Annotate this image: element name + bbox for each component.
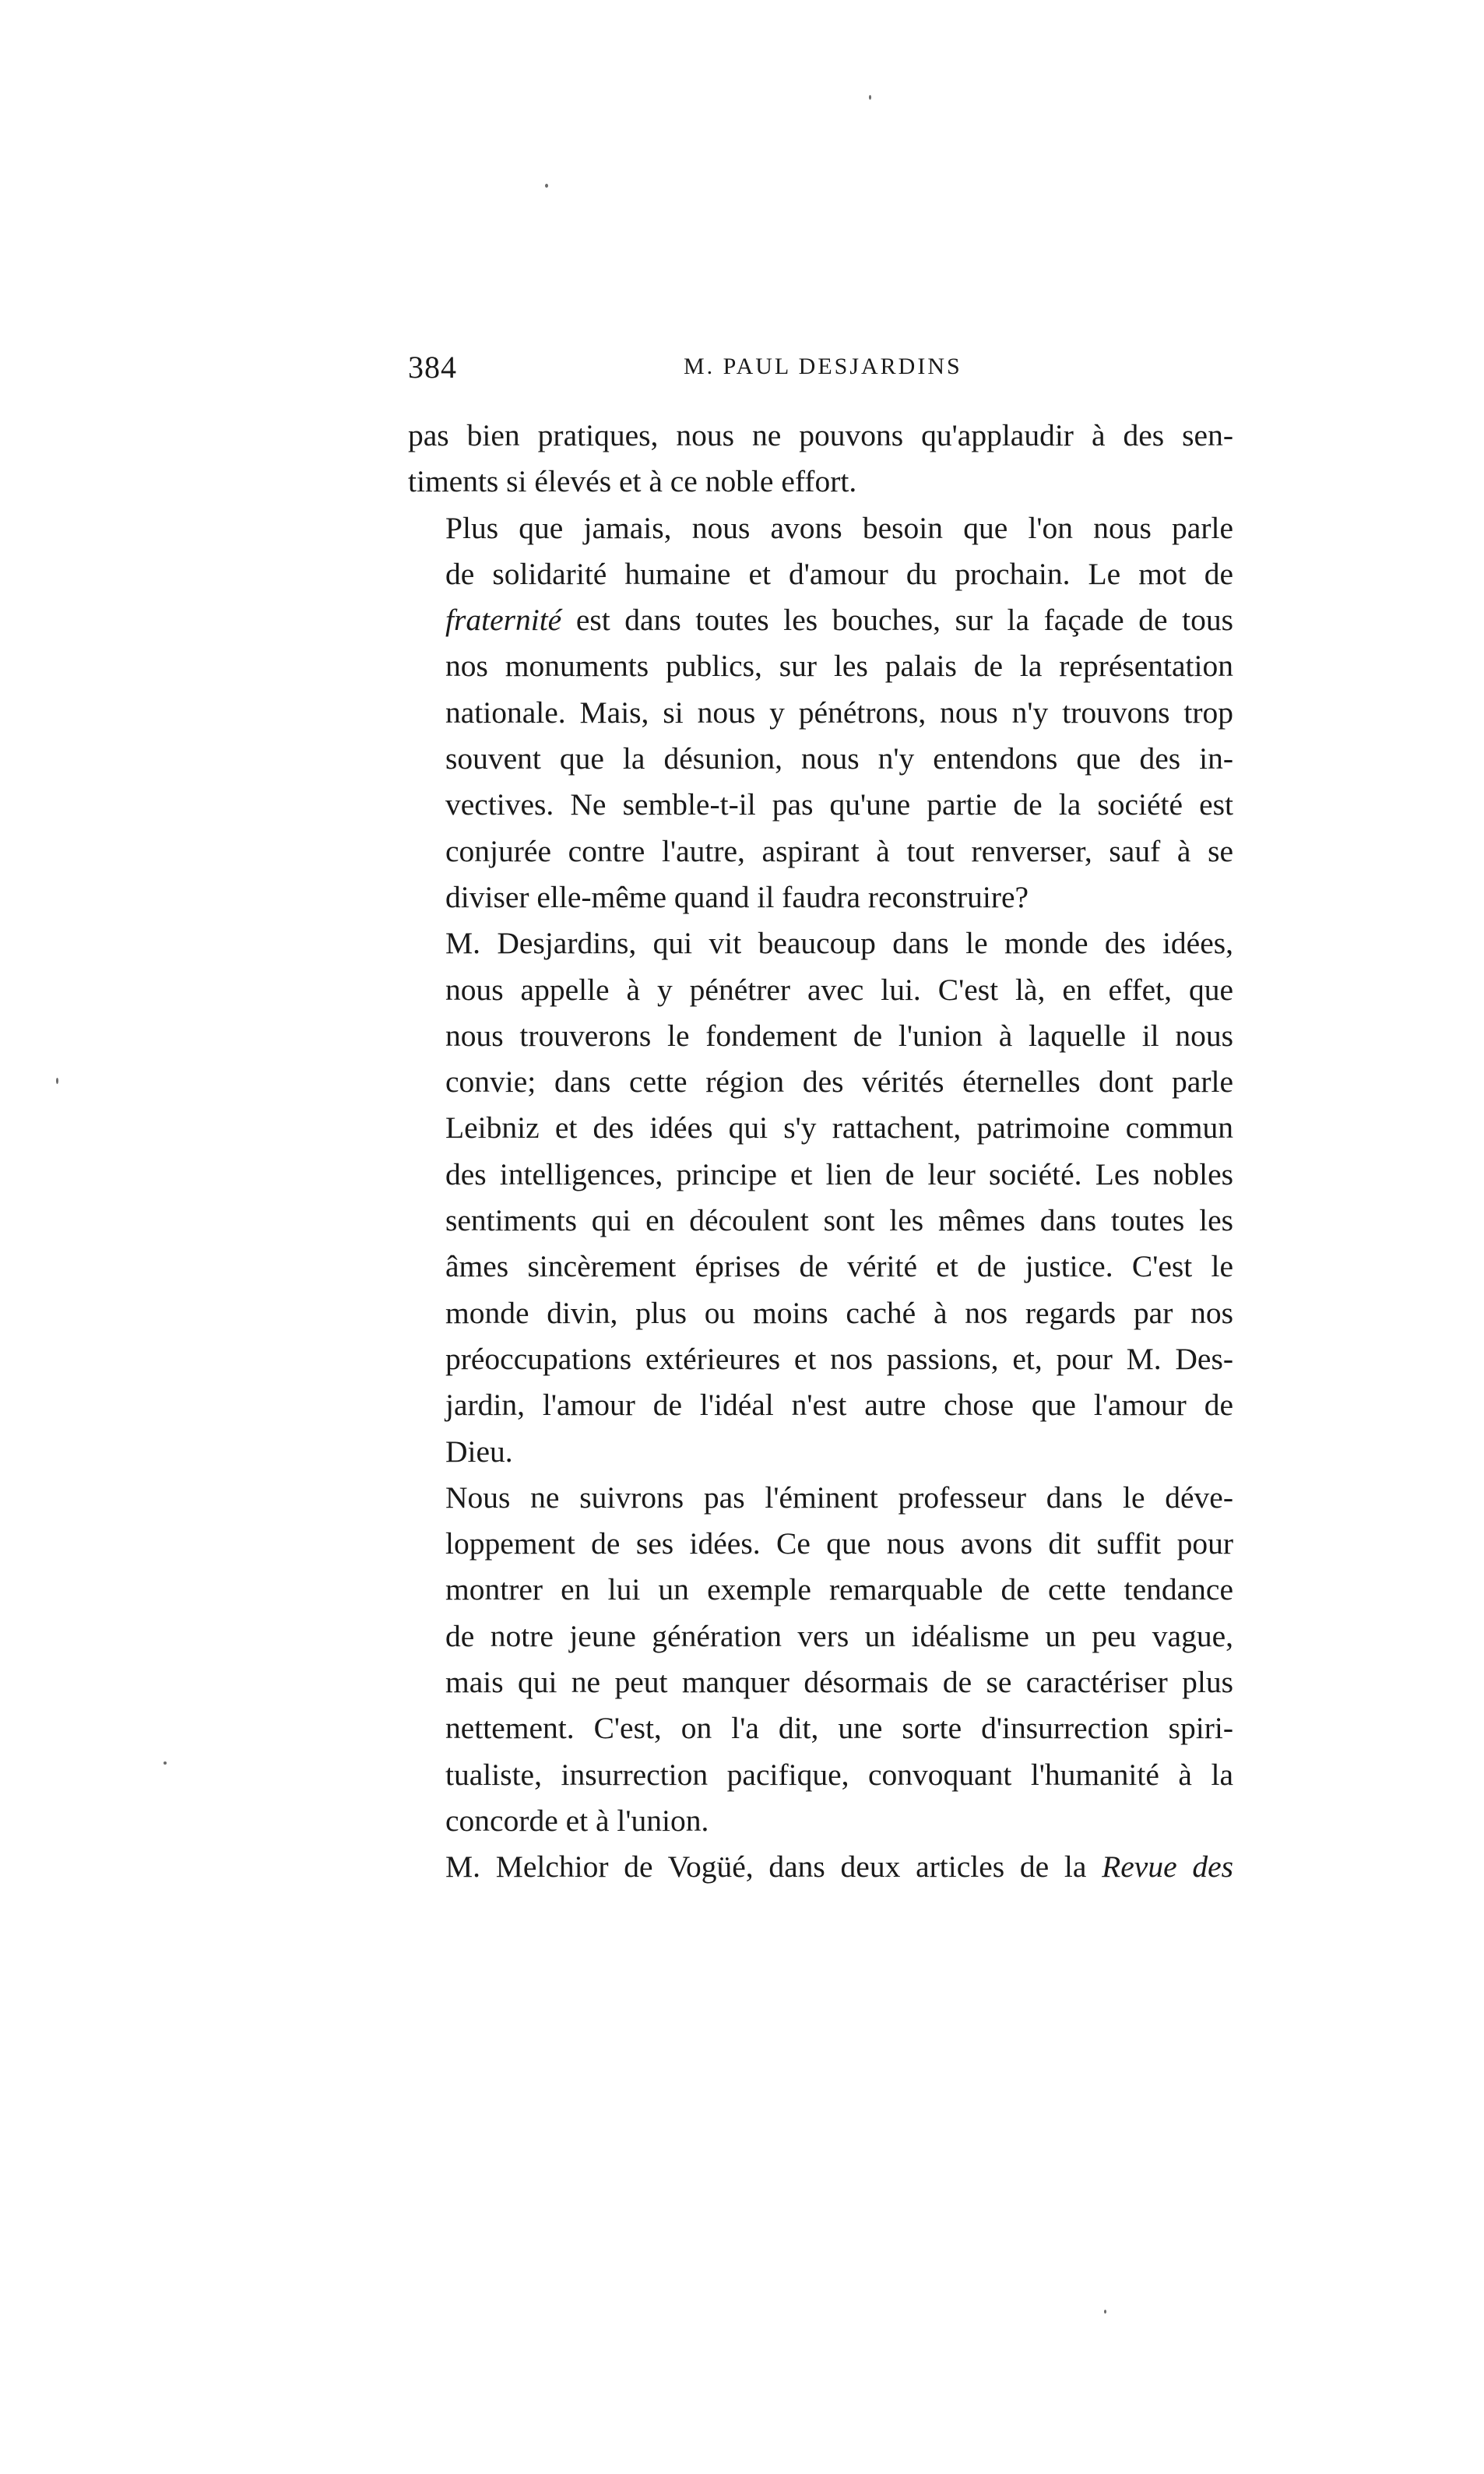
text-line: nos monuments publics, sur les palais de la représentation [445,649,1233,684]
text-line: convie; dans cette région des vérités éternelles dont parle [445,1065,1233,1100]
text-line: pas bien pratiques, nous ne pouvons qu'applaudir à des sen- [408,418,1233,452]
text-line: nettement. C'est, on l'a dit, une sorte d'insurrection spiri- [445,1711,1233,1746]
text-line: loppement de ses idées. Ce que nous avons dit suffit pour [445,1526,1233,1561]
paragraph [408,1844,1233,1890]
text-line: sentiments qui en découlent sont les mêmes dans toutes les [445,1203,1233,1238]
text-line: Dieu. [445,1434,513,1469]
page-number: 384 [408,350,457,385]
text-line: de notre jeune génération vers un idéalisme un peu vague, [445,1618,1233,1653]
print-speck [164,1761,167,1765]
text-line: âmes sincèrement éprises de vérité et de justice. C'est le [445,1249,1233,1284]
text-line: nous appelle à y pénétrer avec lui. C'est là, en effet, que [445,972,1233,1007]
print-speck [545,184,548,188]
text-line: de solidarité humaine et d'amour du prochain. Le mot de [445,556,1233,591]
text-line: jardin, l'amour de l'idéal n'est autre chose que l'amour de [445,1388,1233,1423]
text-line: conjurée contre l'autre, aspirant à tout renverser, sauf à se [445,833,1233,868]
italic-text: fraternité [445,603,562,638]
paragraph [408,505,1233,921]
text-line: M. Desjardins, qui vit beaucoup dans le monde des idées, [445,926,1233,961]
text-line: nationale. Mais, si nous y pénétrons, nous n'y trouvons trop [445,695,1233,730]
text-line: souvent que la désunion, nous n'y entendons que des in- [445,741,1233,776]
text-line: tualiste, insurrection pacifique, convoquant l'humanité à la [445,1757,1233,1792]
text-line: concorde et à l'union. [445,1803,709,1838]
text-line: monde divin, plus ou moins caché à nos regards par nos [445,1295,1233,1330]
text-line: diviser elle-même quand il faudra reconstruire? [445,879,1029,914]
text-line: montrer en lui un exemple remarquable de cette tendance [445,1572,1233,1607]
print-speck [869,95,871,100]
text-line: nous trouverons le fondement de l'union à laquelle il nous [445,1018,1233,1053]
paragraph [408,920,1233,1475]
running-head [408,349,1233,396]
print-speck [56,1078,58,1084]
text-line: Nous ne suivrons pas l'éminent professeur dans le déve- [445,1480,1233,1515]
paragraph [408,413,1233,505]
italic-text: Revue des [1102,1849,1233,1885]
text-line: préoccupations extérieures et nos passions, et, pour M. Des- [445,1341,1233,1376]
text-line: Leibniz et des idées qui s'y rattachent, patrimoine commun [445,1110,1233,1146]
text-line: M. Melchior de Vogüé, dans deux articles de la Revue des [445,1849,1233,1885]
paragraph [408,1475,1233,1844]
print-speck [1104,2310,1106,2314]
text-line: mais qui ne peut manquer désormais de se caractériser plus [445,1665,1233,1700]
text-line: fraternité est dans toutes les bouches, sur la façade de tous [445,603,1233,638]
text-line: vectives. Ne semble-t-il pas qu'une partie de la société est [445,787,1233,822]
running-title: M. PAUL DESJARDINS [684,354,962,379]
body-text [408,413,1233,1891]
text-line: des intelligences, principe et lien de leur société. Les nobles [445,1156,1233,1191]
text-line: timents si élevés et à ce noble effort. [408,464,857,499]
text-line: Plus que jamais, nous avons besoin que l'on nous parle [445,510,1233,545]
